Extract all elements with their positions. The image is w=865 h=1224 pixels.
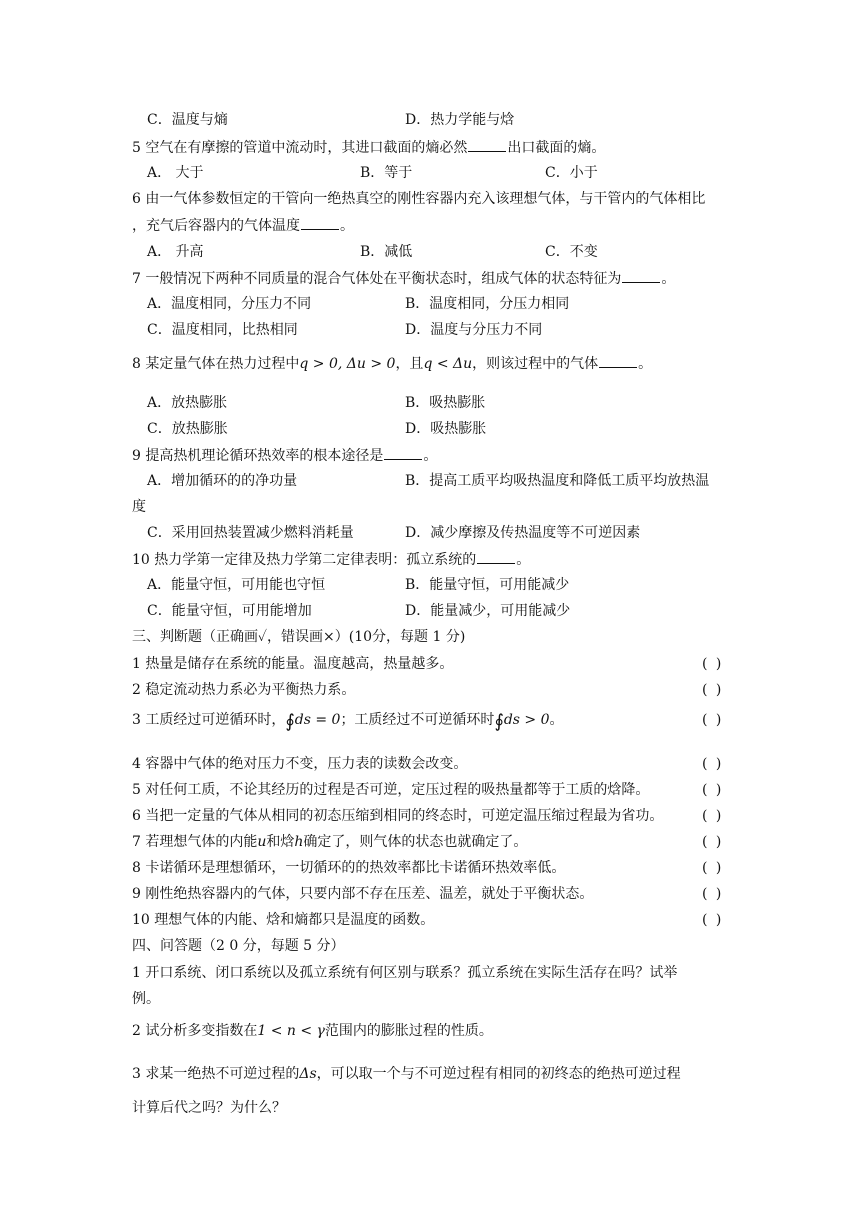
q5-option-c: C．小于 bbox=[545, 165, 598, 181]
tf-item-9: 9 刚性绝热容器内的气体，只要内部不存在压差、温差，就处于平衡状态。 bbox=[132, 886, 594, 902]
answer-blank[interactable] bbox=[301, 215, 339, 230]
q7-option-d: D．温度与分压力不同 bbox=[405, 322, 543, 338]
tf-item-2: 2 稳定流动热力系必为平衡热力系。 bbox=[132, 682, 356, 698]
tf-answer-paren-7[interactable]: ( ) bbox=[702, 834, 724, 850]
q9-option-b: B．提高工质平均吸热温度和降低工质平均放热温 bbox=[405, 473, 710, 489]
answer-blank[interactable] bbox=[468, 137, 506, 152]
q8-stem: 8 某定量气体在热力过程中q > 0, Δu > 0，且q < Δu，则该过程中的气体 。 bbox=[132, 353, 652, 374]
q10-option-d: D．能量减少，可用能减少 bbox=[405, 603, 571, 619]
tf-item-3: 3 工质经过可逆循环时，∮ds = 0；工质经过不可逆循环时∮ds > 0。 bbox=[132, 711, 564, 732]
tf-item-6: 6 当把一定量的气体从相同的初态压缩到相同的终态时，可逆定温压缩过程最为省功。 bbox=[132, 808, 664, 824]
tf-answer-paren-2[interactable]: ( ) bbox=[702, 682, 724, 698]
q8-option-c: C．放热膨胀 bbox=[147, 421, 228, 437]
q8-option-d: D．吸热膨胀 bbox=[405, 421, 487, 437]
tf-item-5: 5 对任何工质，不论其经历的过程是否可逆，定压过程的吸热量都等于工质的焓降。 bbox=[132, 782, 650, 798]
tf-answer-paren-3[interactable]: ( ) bbox=[702, 712, 724, 728]
tf-answer-paren-1[interactable]: ( ) bbox=[702, 656, 724, 672]
q9-option-d: D．减少摩擦及传热温度等不可逆因素 bbox=[405, 525, 641, 541]
q8-option-b: B．吸热膨胀 bbox=[405, 395, 486, 411]
section4-title: 四、问答题（2 0 分，每题 5 分） bbox=[132, 938, 345, 954]
q6-option-c: C．不变 bbox=[545, 244, 598, 260]
q4-option-d: D．热力学能与焓 bbox=[405, 112, 515, 128]
tf-item-7: 7 若理想气体的内能u和焓h确定了，则气体的状态也就确定了。 bbox=[132, 834, 528, 850]
contour-integral-icon: ∮ bbox=[494, 711, 504, 732]
qa-3-line2: 计算后代之吗？为什么？ bbox=[132, 1100, 286, 1116]
q8-option-a: A．放热膨胀 bbox=[147, 395, 228, 411]
answer-blank[interactable] bbox=[477, 549, 515, 564]
q6-stem-line1: 6 由一气体参数恒定的干管向一绝热真空的刚性容器内充入该理想气体，与干管内的气体相比 bbox=[132, 191, 706, 207]
q5-stem: 5 空气在有摩擦的管道中流动时，其进口截面的熵必然 出口截面的熵。 bbox=[132, 137, 605, 158]
answer-blank[interactable] bbox=[622, 268, 660, 283]
q10-option-b: B．能量守恒，可用能减少 bbox=[405, 577, 570, 593]
tf-item-1: 1 热量是储存在系统的能量。温度越高，热量越多。 bbox=[132, 656, 454, 672]
answer-blank[interactable] bbox=[599, 353, 637, 368]
answer-blank[interactable] bbox=[384, 445, 422, 460]
q5-option-b: B．等于 bbox=[360, 165, 413, 181]
qa-1-line2: 例。 bbox=[132, 991, 160, 1007]
q6-option-a: A． 升高 bbox=[147, 244, 204, 260]
q9-stem: 9 提高热机理论循环热效率的根本途径是 。 bbox=[132, 445, 437, 466]
qa-3-line1: 3 求某一绝热不可逆过程的Δs，可以取一个与不可逆过程有相同的初终态的绝热可逆过程 bbox=[132, 1066, 681, 1082]
qa-1-line1: 1 开口系统、闭口系统以及孤立系统有何区别与联系？孤立系统在实际生活存在吗？试举 bbox=[132, 965, 678, 981]
q6-option-b: B．减低 bbox=[360, 244, 413, 260]
section3-title: 三、判断题（正确画✓，错误画×）(10分，每题 1 分) bbox=[132, 629, 466, 645]
tf-item-4: 4 容器中气体的绝对压力不变，压力表的读数会改变。 bbox=[132, 756, 468, 772]
q7-stem: 7 一般情况下两种不同质量的混合气体处在平衡状态时，组成气体的状态特征为 。 bbox=[132, 268, 675, 289]
tf-answer-paren-5[interactable]: ( ) bbox=[702, 782, 724, 798]
q6-stem-line2: ，充气后容器内的气体温度 。 bbox=[132, 215, 354, 236]
tf-answer-paren-6[interactable]: ( ) bbox=[702, 808, 724, 824]
tf-answer-paren-9[interactable]: ( ) bbox=[702, 886, 724, 902]
q7-option-c: C．温度相同，比热相同 bbox=[147, 322, 298, 338]
tf-answer-paren-10[interactable]: ( ) bbox=[702, 912, 724, 928]
q4-option-c: C．温度与熵 bbox=[147, 112, 228, 128]
tf-item-8: 8 卡诺循环是理想循环，一切循环的的热效率都比卡诺循环热效率低。 bbox=[132, 860, 566, 876]
q8-condition-1: q > 0, Δu > 0 bbox=[299, 356, 396, 372]
q10-stem: 10 热力学第一定律及热力学第二定律表明：孤立系统的 。 bbox=[132, 549, 530, 570]
q9-option-b-continued: 度 bbox=[132, 499, 146, 515]
q10-option-a: A．能量守恒，可用能也守恒 bbox=[147, 577, 326, 593]
q10-option-c: C．能量守恒，可用能增加 bbox=[147, 603, 312, 619]
tf-item-10: 10 理想气体的内能、焓和熵都只是温度的函数。 bbox=[132, 912, 435, 928]
tf-answer-paren-8[interactable]: ( ) bbox=[702, 860, 724, 876]
qa-2: 2 试分析多变指数在1 < n < γ范围内的膨胀过程的性质。 bbox=[132, 1023, 493, 1039]
contour-integral-icon: ∮ bbox=[285, 711, 295, 732]
q7-option-a: A．温度相同，分压力不同 bbox=[147, 296, 312, 312]
q5-option-a: A． 大于 bbox=[147, 165, 204, 181]
q9-option-c: C．采用回热装置减少燃料消耗量 bbox=[147, 525, 354, 541]
q9-option-a: A．增加循环的的净功量 bbox=[147, 473, 298, 489]
q7-option-b: B．温度相同，分压力相同 bbox=[405, 296, 570, 312]
q8-condition-2: q < Δu bbox=[423, 356, 473, 372]
tf-answer-paren-4[interactable]: ( ) bbox=[702, 756, 724, 772]
